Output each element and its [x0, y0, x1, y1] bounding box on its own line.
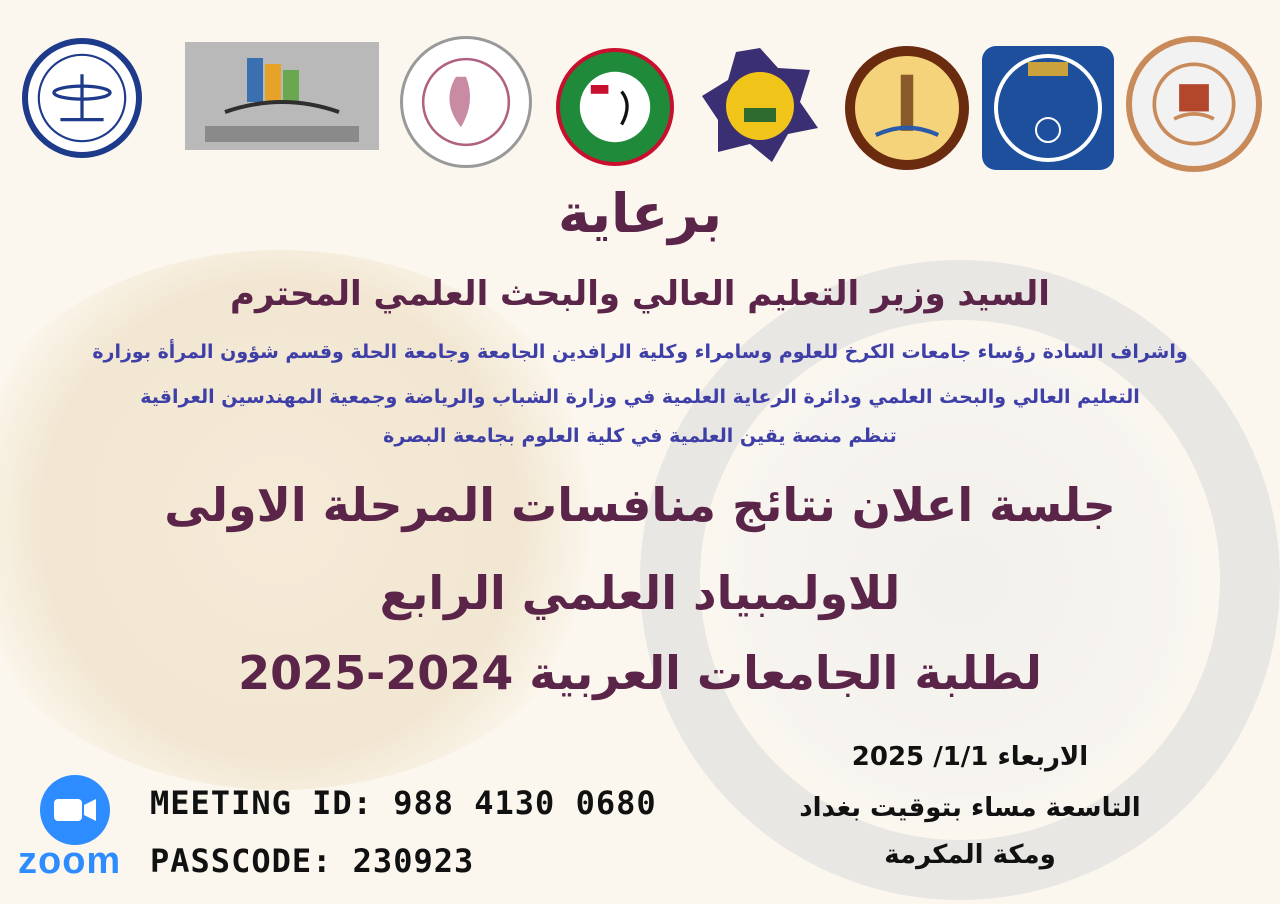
event-place: ومكة المكرمة [884, 840, 1056, 870]
passcode: PASSCODE: 230923 [150, 842, 475, 880]
university-of-hilla-logo [185, 42, 379, 150]
zoom-camera-icon [40, 775, 110, 845]
announcement-line-1: جلسة اعلان نتائج منافسات المرحلة الاولى [164, 478, 1116, 532]
women-affairs-dept-logo [400, 36, 532, 168]
meeting-id: MEETING ID: 988 4130 0680 [150, 784, 657, 822]
ministry-youth-sport-logo [556, 48, 674, 166]
ministry-higher-education-logo [1126, 36, 1262, 172]
announcement-line-3: لطلبة الجامعات العربية 2024-2025 [238, 646, 1042, 700]
minister-title: السيد وزير التعليم العالي والبحث العلمي المحترم [230, 274, 1050, 314]
event-date: الاربعاء 1/1/ 2025 [851, 742, 1089, 772]
rafidain-college-logo [700, 46, 820, 166]
announcement-line-2: للاولمبياد العلمي الرابع [379, 566, 901, 620]
body-line-3: تنظم منصة يقين العلمية في كلية العلوم بجامعة البصرة [383, 425, 897, 447]
logos-row [0, 18, 1280, 163]
event-time: التاسعة مساء بتوقيت بغداد [799, 793, 1141, 823]
university-of-samarra-logo [845, 46, 969, 170]
body-line-1: واشراف السادة رؤساء جامعات الكرخ للعلوم وسامراء وكلية الرافدين الجامعة وجامعة الحلة وقسم شؤون المرأة بوزارة [92, 341, 1188, 363]
alkarkh-university-logo [982, 46, 1114, 170]
body-line-2: التعليم العالي والبحث العلمي ودائرة الرعاية العلمية في وزارة الشباب والرياضة وجمعية المهندسين العراقية [140, 386, 1140, 408]
iraqi-society-engineers-logo [22, 38, 142, 158]
zoom-logo: zoom [18, 840, 122, 882]
patronage-title: برعاية [557, 182, 723, 245]
